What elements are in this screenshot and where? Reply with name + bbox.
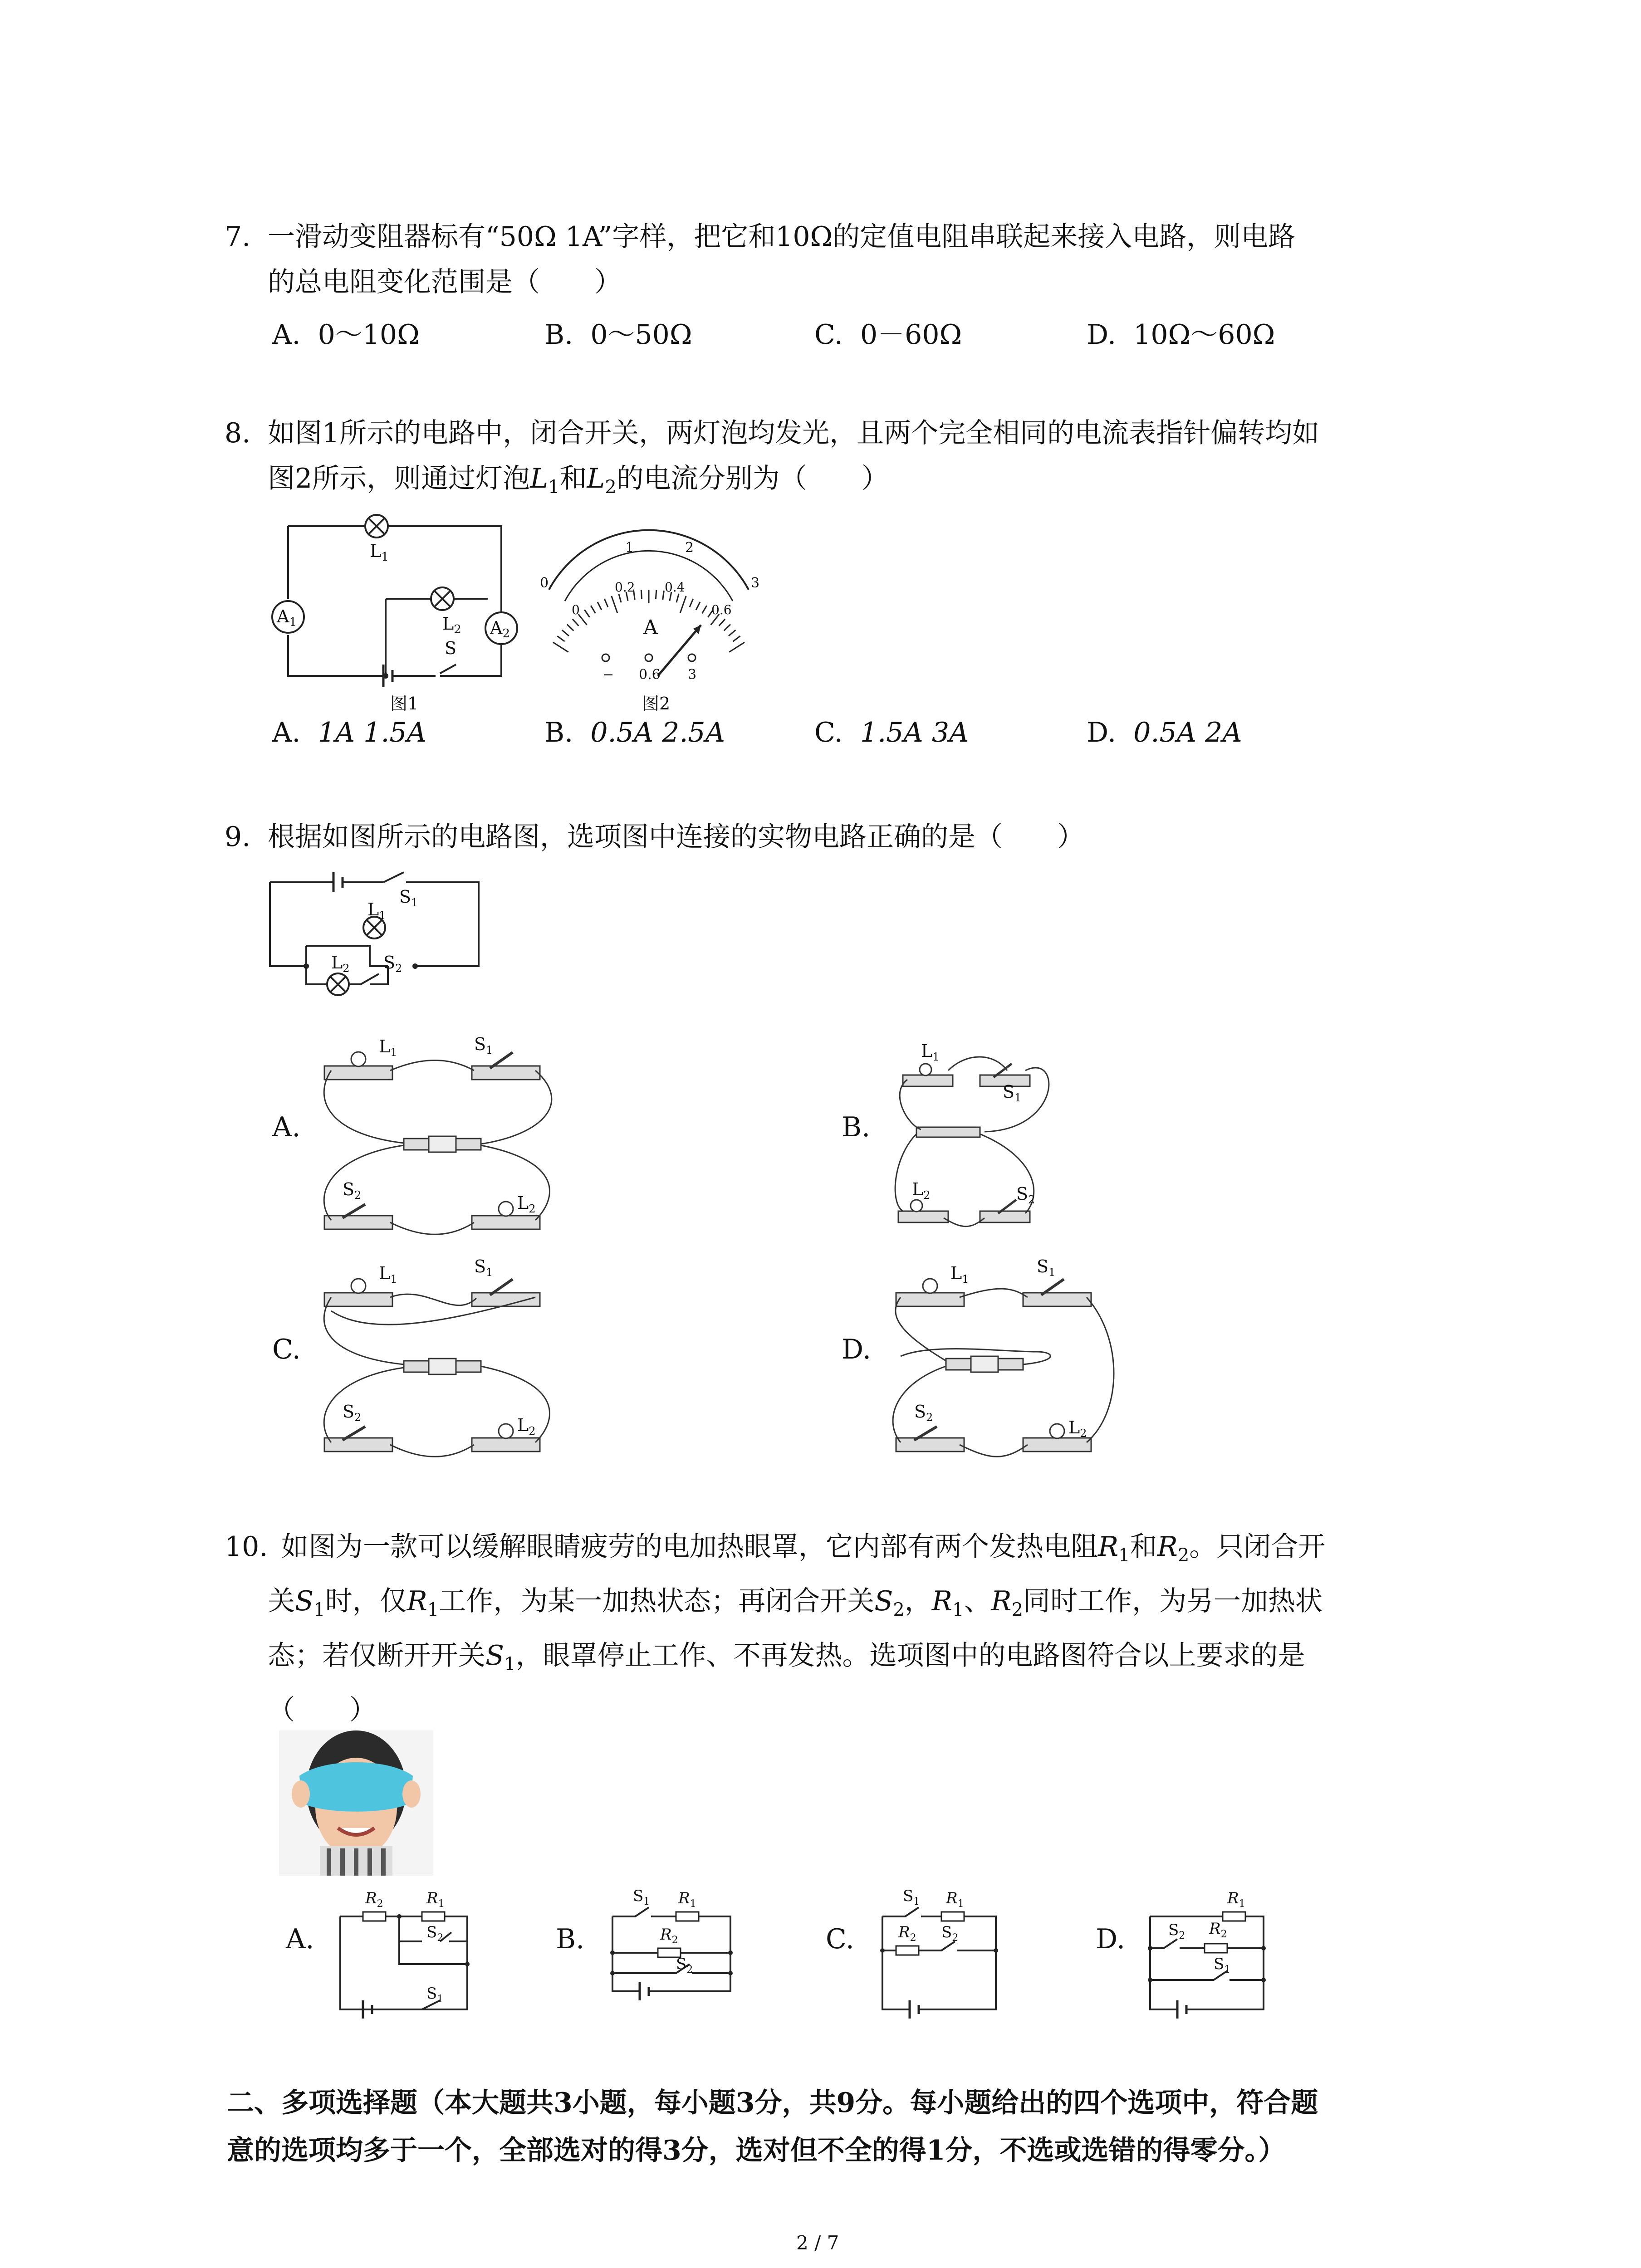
dial-tick xyxy=(591,606,595,613)
eye-mask-illustration xyxy=(279,1730,433,1876)
q10b-r2: $R_2$ xyxy=(660,1926,678,1946)
q10-option-a-letter[interactable]: A. xyxy=(286,1923,314,1955)
q9-option-b-figure[interactable] xyxy=(889,1039,1080,1238)
q9c-l2: $L_2$ xyxy=(517,1415,536,1437)
dial-tick xyxy=(604,599,608,607)
q7-option-d[interactable]: D. 10Ω～60Ω xyxy=(1087,319,1275,351)
q9-option-b-picture xyxy=(889,1039,1080,1238)
dial-tick xyxy=(702,606,706,613)
switch-s-label: S xyxy=(445,638,457,658)
section2-heading-line2: 意的选项均多于一个，全部选对的得3分，选对但不全的得1分，不选或选错的得零分。） xyxy=(227,2135,1286,2166)
eye-mask-photo xyxy=(279,1730,433,1876)
dial-tick xyxy=(619,594,621,602)
dial-tick xyxy=(567,625,573,631)
q9-l1-label: $L_1$ xyxy=(367,899,386,922)
q9-option-c-figure[interactable] xyxy=(318,1247,572,1465)
q10-option-c-letter[interactable]: C. xyxy=(826,1923,854,1955)
q10a-r1: $R_1$ xyxy=(426,1889,445,1910)
q9b-l1: $L_1$ xyxy=(921,1041,940,1063)
q10-option-b-letter[interactable]: B. xyxy=(556,1923,585,1955)
dial-upper-1: 1 xyxy=(625,540,634,556)
lamp-l2-label: $L_2$ xyxy=(442,614,461,636)
q10c-s1: $S_1$ xyxy=(903,1887,920,1907)
dial-lower-0: 0 xyxy=(572,602,580,617)
dial-tick xyxy=(663,591,664,600)
page-number: 2 / 7 xyxy=(796,2232,839,2254)
q8-number: 8. xyxy=(225,417,251,449)
q9b-s2: $S_2$ xyxy=(1016,1184,1035,1206)
q9-option-d-letter[interactable]: D. xyxy=(842,1334,872,1365)
dial-lower-0.6: 0.6 xyxy=(711,602,732,617)
q7-number: 7. xyxy=(225,221,251,253)
dial-tick xyxy=(573,619,578,626)
q8-option-a[interactable]: A. 1A 1.5A xyxy=(272,717,426,748)
q9-number: 9. xyxy=(225,821,251,853)
q9-option-a-letter[interactable]: A. xyxy=(272,1111,301,1143)
q10-option-a-diagram[interactable] xyxy=(336,1887,481,2023)
q9d-l1: $L_1$ xyxy=(950,1263,969,1286)
q10b-r1: $R_1$ xyxy=(678,1889,696,1910)
terminal-0.6: 0.6 xyxy=(639,667,661,683)
dial-tick xyxy=(676,594,679,602)
dial-upper-2: 2 xyxy=(685,540,694,556)
q8-line2: 图2所示，则通过灯泡$L_1$和$L_2$的电流分别为（ ） xyxy=(268,463,889,498)
q7-line1: 一滑动变阻器标有“50Ω 1A”字样，把它和10Ω的定值电阻串联起来接入电路，则电路 xyxy=(268,221,1296,253)
q9-option-b-letter[interactable]: B. xyxy=(842,1111,871,1143)
q9-option-c-letter[interactable]: C. xyxy=(272,1334,301,1365)
q9c-l1: $L_1$ xyxy=(379,1263,397,1286)
dial-tick xyxy=(733,636,740,641)
figure2-caption: 图2 xyxy=(642,694,671,714)
dial-tick xyxy=(553,642,568,652)
q9a-s1: $S_1$ xyxy=(474,1034,493,1056)
q10d-r2: $R_2$ xyxy=(1209,1920,1227,1940)
q10b-s1: $S_1$ xyxy=(633,1887,650,1907)
q9-line1: 根据如图所示的电路图，选项图中连接的实物电路正确的是（ ） xyxy=(268,821,1084,853)
q9b-s1: $S_1$ xyxy=(1003,1082,1022,1104)
q9d-s2: $S_2$ xyxy=(914,1402,933,1424)
q9-option-d-figure[interactable] xyxy=(887,1247,1141,1465)
dial-unit: A xyxy=(643,616,658,639)
q10c-r2: $R_2$ xyxy=(898,1923,916,1944)
q9a-l1: $L_1$ xyxy=(379,1036,397,1059)
q9-schematic xyxy=(265,869,492,1009)
q9d-l2: $L_2$ xyxy=(1068,1418,1087,1440)
q10-option-d-diagram[interactable] xyxy=(1146,1887,1282,2019)
q8-figure2 xyxy=(522,522,776,726)
q10-option-c-diagram[interactable] xyxy=(878,1887,1014,2019)
dial-tick xyxy=(557,636,564,641)
dial-tick xyxy=(612,596,617,613)
dial-tick xyxy=(680,596,686,613)
dial-upper-3: 3 xyxy=(751,575,760,591)
q8-option-d[interactable]: D. 0.5A 2A xyxy=(1087,717,1242,748)
q8-line1: 如图1所示的电路中，闭合开关，两灯泡均发光，且两个完全相同的电流表指针偏转均如 xyxy=(268,417,1320,449)
q10-option-b-diagram[interactable] xyxy=(608,1887,744,2005)
q10a-s1: $S_1$ xyxy=(426,1984,444,2005)
q10c-s2: $S_2$ xyxy=(941,1923,959,1944)
q9-option-a-figure[interactable] xyxy=(318,1025,572,1243)
lamp-l1-label: $L_1$ xyxy=(370,541,389,564)
q10-number: 10. xyxy=(225,1531,268,1563)
q9-s2-label: $S_2$ xyxy=(383,953,402,975)
q9-s1-label: $S_1$ xyxy=(399,887,418,909)
dial-tick xyxy=(729,642,745,652)
q9d-s1: $S_1$ xyxy=(1037,1256,1056,1279)
q7-option-a[interactable]: A. 0～10Ω xyxy=(272,319,420,351)
dial-tick xyxy=(690,599,693,607)
terminal-neg: − xyxy=(603,667,614,683)
dial-tick xyxy=(719,619,725,626)
lamp-l1-symbol xyxy=(365,515,388,538)
dial-tick xyxy=(696,602,700,610)
q10-line3: 态；若仅断开开关$S_1$，眼罩停止工作、不再发热。选项图中的电路图符合以上要求的是 xyxy=(268,1640,1305,1675)
q10a-r2: $R_2$ xyxy=(365,1889,383,1910)
q8-figure1 xyxy=(254,506,526,719)
q9b-l2: $L_2$ xyxy=(912,1179,931,1202)
dial-lower-0.4: 0.4 xyxy=(665,580,685,595)
q9a-l2: $L_2$ xyxy=(517,1193,536,1215)
q10c-r1: $R_1$ xyxy=(946,1889,964,1910)
q9-option-d-picture xyxy=(887,1247,1141,1465)
lamp-l2-symbol xyxy=(431,587,454,610)
q10-line2: 关$S_1$时，仅$R_1$工作，为某一加热状态；再闭合开关$S_2$，$R_1$、$R_2$同时工作，为另一加热状 xyxy=(268,1585,1323,1620)
dial-tick xyxy=(584,610,589,617)
q10d-s1: $S_1$ xyxy=(1214,1955,1231,1975)
ammeter-a2-label: $A_2$ xyxy=(490,618,510,640)
q7-line2: 的总电阻变化范围是（ ） xyxy=(268,266,622,298)
dial-lower-0.2: 0.2 xyxy=(615,580,635,595)
dial-tick xyxy=(724,625,730,631)
q10-line1: 如图为一款可以缓解眼睛疲劳的电加热眼罩，它内部有两个发热电阻$R_1$和$R_2$。只闭合开 xyxy=(281,1531,1326,1566)
section2-heading-line1: 二、多项选择题（本大题共3小题，每小题3分，共9分。每小题给出的四个选项中，符合题 xyxy=(227,2087,1318,2119)
dial-tick xyxy=(729,630,735,636)
dial-tick xyxy=(562,630,569,636)
dial-upper-0: 0 xyxy=(540,575,549,591)
dial-tick xyxy=(641,590,642,599)
ammeter-a1-label: $A_1$ xyxy=(277,606,297,629)
figure1-caption: 图1 xyxy=(390,694,419,714)
q10b-s2: $S_2$ xyxy=(676,1955,693,1975)
terminal-3: 3 xyxy=(688,667,697,683)
q9-l2-label: $L_2$ xyxy=(331,953,350,975)
q9a-s2: $S_2$ xyxy=(343,1179,362,1202)
q10-line4: （ ） xyxy=(268,1694,377,1726)
q9-circuit-diagram xyxy=(265,869,492,1009)
q9c-s2: $S_2$ xyxy=(343,1402,362,1424)
q10d-s2: $S_2$ xyxy=(1168,1921,1185,1941)
q10-option-d-letter[interactable]: D. xyxy=(1096,1923,1126,1955)
q10d-r1: $R_1$ xyxy=(1227,1889,1245,1910)
q9c-s1: $S_1$ xyxy=(474,1256,493,1279)
q8-option-b[interactable]: B. 0.5A 2.5A xyxy=(544,717,725,748)
q7-option-c[interactable]: C. 0－60Ω xyxy=(814,319,962,351)
q10a-s2: $S_2$ xyxy=(426,1923,444,1944)
q7-option-b[interactable]: B. 0～50Ω xyxy=(544,319,692,351)
dial-tick xyxy=(598,602,602,610)
q8-option-c[interactable]: C. 1.5A 3A xyxy=(814,717,969,748)
